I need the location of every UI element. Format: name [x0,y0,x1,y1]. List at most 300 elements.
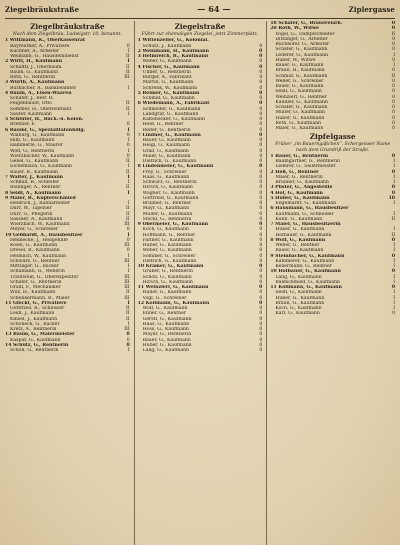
floor-number: 0 [259,232,263,238]
resident-name: Bollinger, A., Rentner [10,185,61,191]
resident-entry [5,348,130,353]
floor-number: 0 [259,300,263,306]
floor-number: I [393,300,396,306]
resident-name: Weinzierl, G., Rentner [275,94,327,100]
resident-name: Held, G., Rentner [142,122,184,128]
floor-number: 0 [126,342,130,348]
floor-number: 0 [392,115,396,121]
resident-name: 6 Bäuml, G., Spezialitätenhdlg. [5,127,86,133]
floor-number: II [126,206,130,212]
resident-name: Burger, A., Fabrikant [142,75,192,80]
resident-name: Sommer, H., Oberleutnant [10,106,72,112]
floor-number: 0 [259,279,263,285]
street-heading: Zipfelgasse [309,132,356,142]
floor-number: I [393,227,396,233]
floor-number: 0 [126,43,130,49]
header-left-street: Ziegelbräukstraße [5,5,80,14]
floor-number: II [391,73,396,79]
floor-number: 0 [259,211,263,217]
resident-name: Gottfried, B., Schlosser [10,306,65,311]
resident-name: Wilz, H., Kaufmann [10,290,56,296]
resident-name: Hirsch, G., Kaufmann [142,279,193,285]
floor-number: I [127,111,130,117]
resident-name: 7 Walter, J., Kaufmann [5,174,64,180]
resident-name: 3 Pfister, G., Angestellte [270,185,333,191]
floor-number: 0 [392,57,396,63]
floor-number: 0 [259,138,263,143]
resident-name: Gottfried, G., Kaufmann [142,195,199,201]
floor-number: I [127,269,130,275]
street-note: Führt zur ehemaligen Ziegelei, jetzt Zimmerplatz. [141,32,259,37]
floor-number: I [393,258,396,264]
floor-number: I [127,138,130,143]
floor-number: 0 [259,248,263,254]
resident-name: Gerstl, G., Kaufmann [142,316,192,322]
resident-name: Koch, G., Kaufmann [142,227,189,233]
resident-name: 8 Wolf, G., Kaufmann [270,237,326,243]
resident-name: Wolf, G., Rentnerin [10,148,55,154]
floor-number: 0 [392,42,396,47]
resident-name: Kuchner, A., Arbeiter [10,48,60,54]
floor-number: 0 [259,285,263,290]
resident-name: Walburg, G., Kaufmann [10,132,65,138]
floor-number: 0 [259,117,263,122]
floor-number: I [127,148,130,154]
floor-number: 0 [391,153,396,159]
resident-name: Vogl, G., Schreiner [142,295,187,301]
resident-name: Roth, G., Kaufmann [275,120,322,126]
floor-number: 0 [259,258,263,264]
resident-name: Kretz, A., Rentnerin [10,327,57,332]
resident-name: Maier, G., Kaufmann [142,153,191,159]
resident-name: 3 Helmreich, B., Kaufmann [137,54,209,59]
resident-name: Engelhardt, G., Kaufmann [275,201,337,206]
resident-name: Haller, G., Kaufmann [142,290,192,296]
resident-name: 20 Roth, W., Witwe [270,26,319,32]
resident-name: Trautwein, G., Oberexpeditor [10,274,79,280]
floor-number: II [126,54,130,59]
floor-number: III [124,285,130,290]
floor-number: I [393,211,396,217]
resident-name: 10 Hofbauer, G., Kaufmann [270,269,341,275]
floor-number: 0 [392,120,396,126]
floor-number: 0 [126,143,130,149]
floor-number: 0 [259,169,263,175]
column-3 [266,21,395,545]
resident-name: 2 Heß, G., Rentner [270,169,319,175]
resident-name: Feigenbauer, Otto [10,101,52,107]
floor-number: I [393,264,396,269]
floor-number: 0 [259,127,263,133]
resident-name: Bauer, B., Kaufmann [10,169,59,175]
floor-number: 0 [392,110,396,116]
resident-name: Schütz, J., Kaufmann [142,43,192,49]
entry-list [5,38,130,353]
floor-number: 0 [259,190,263,196]
resident-name: Gradl, F., Mechaniker [10,285,61,290]
resident-name: Kaltenecker, G., Kaufmann [142,117,205,122]
resident-name: Stöckl, G., Rentnerin [142,216,192,222]
resident-entry [270,311,395,316]
resident-name: Dietrich, G., Kaufmann [142,159,197,164]
floor-number: 0 [259,195,263,201]
resident-name: Hirsch, G., Kaufmann [142,185,193,191]
resident-name: Baldschmied, G., Kaufmann [275,279,340,285]
resident-name: 9 Obermeier, G., Kaufmann [137,222,209,227]
floor-number: III [124,243,130,248]
floor-number: 0 [259,69,263,75]
resident-name: Brunner, G., Rentner [142,201,192,206]
floor-number: 0 [259,316,263,322]
floor-number: 0 [259,122,263,128]
floor-number: 0 [259,327,263,332]
floor-number: III [124,222,130,227]
floor-number: 0 [259,306,263,311]
floor-number: 0 [259,64,263,70]
resident-name: Hennecke, J., Heilgehilfe [10,237,68,243]
floor-number: III [124,327,130,332]
resident-name: Burbacher, A., Bankbeamter [10,85,77,91]
floor-number: 0 [392,84,396,89]
resident-name: Landgraf, G., Kaufmann [142,111,199,117]
resident-name: Kaspar, G., Kaufmann [10,337,61,343]
floor-number: 0 [126,227,130,233]
column-1 [5,21,130,545]
resident-name: Gruber, G., Rentnerin [142,269,193,275]
floor-number: II [126,101,130,107]
resident-name: Gebel, G., Kaufmann [10,159,59,164]
resident-name: Bauer, G., Kaufmann [142,138,191,143]
floor-number: II [391,31,396,37]
floor-number: I [393,295,396,301]
resident-name: Schäfftl, J., Oberbaum. [10,64,63,70]
resident-name: Dittlinger, G., Arbeiter [275,36,328,42]
floor-number: I [393,201,396,206]
floor-number: III [124,75,130,80]
resident-name: Schmid, G., Kaufmann [275,73,328,79]
floor-number: I [393,164,396,170]
resident-name: Weber, G., Kaufmann [142,248,192,254]
resident-name: Haas, G., Kaufmann [142,321,190,327]
resident-name: Mittinger, G., Bäcker [10,264,59,269]
resident-name: 9 Steinbacher, G., Kaufmann [270,253,345,259]
floor-number: I [127,127,130,133]
floor-number: 0 [126,153,130,159]
resident-name: Braun, G., Kaufmann [275,300,325,306]
resident-name: Hoss, G., Kaufmann [142,327,189,332]
resident-name: Dietrich, G., Kaufmann [142,258,197,264]
floor-number: 0 [259,337,263,343]
floor-number: 0 [259,174,263,180]
floor-number: 0 [259,216,263,222]
floor-number: 0 [259,295,263,301]
floor-number: I [127,300,130,306]
resident-name: 9 Maier, B., Kupferschmied [5,195,76,201]
resident-name: Huber, G., Kaufmann [275,227,325,233]
floor-number: 0 [391,185,396,191]
columns [5,21,395,545]
resident-name: Huber, G., Kaufmann [142,342,192,348]
resident-name: Weimann, G., Hausdeindienst [10,54,79,59]
floor-number: 0 [392,94,396,100]
resident-name: 6 Wiedemann, A., Fabrikant [137,101,210,107]
floor-number: 0 [259,143,263,149]
floor-number: I [127,180,130,185]
floor-number: I [393,248,396,254]
resident-name: 7 Maier, G., Hausbesitzerin [270,222,341,227]
resident-name: Kosel, G., Kaufmann [10,243,58,248]
floor-number: 0 [259,106,263,112]
resident-name: Roth, G., Rentnerin [10,75,56,80]
floor-number: III [124,295,130,301]
resident-name: Schön, G., Kaufmann [142,274,192,280]
resident-name: Müller, G., Kaufmann [142,211,193,217]
resident-name: Schmid, B., Schleifer [10,180,60,185]
column-2 [134,21,263,545]
floor-number: I [393,52,396,58]
resident-name: Huber, W., Witwe [275,57,316,63]
floor-number: 0 [392,126,396,131]
floor-number: 0 [259,201,263,206]
floor-number: 0 [259,90,263,96]
floor-number: 0 [259,85,263,91]
resident-name: Hilb, G., Kaufmann [10,138,55,143]
floor-number: I [393,290,396,296]
resident-name: 10 Gebhardt, A., Hausbesitzer [5,232,83,238]
floor-number: II [126,169,130,175]
floor-number: 0 [259,332,263,338]
floor-number: I [393,279,396,285]
floor-number: 0 [391,285,396,290]
floor-number: I [127,253,130,259]
resident-name: Karl, G., Kaufmann [275,311,320,317]
floor-number: 0 [259,321,263,327]
resident-name: Kaufmann, G., Schneider [275,211,334,217]
resident-name: Lederer, G., Kaufmann [275,52,329,58]
floor-number: I [127,85,130,91]
floor-number: II [126,64,130,70]
resident-name: 11 Glöckl, G., Privatiere [5,300,67,306]
floor-number: I [393,63,396,68]
floor-number: 0 [126,337,130,343]
resident-name: Ulmer, G., Rentnerin [142,69,191,75]
entry-list [138,38,263,353]
floor-number: I [127,321,130,327]
resident-name: Schöneck, G., Bäcker [10,321,60,327]
floor-number: I [127,59,130,65]
floor-number: 0 [126,132,130,138]
resident-name: 4 Fischer, G., Kaufmann [137,64,200,70]
floor-number: 0 [259,48,263,54]
floor-number: 0 [391,269,396,275]
floor-number: I [393,243,396,248]
resident-name: Lang, G., Kaufmann [142,348,190,353]
resident-name: 4 Baum, A., Eisen-Waaren [5,90,72,96]
header-right-street: Ziplergasse [348,5,395,14]
floor-number: 0 [259,75,263,80]
floor-number: 0 [391,169,396,175]
resident-entry [138,348,263,353]
floor-number: 0 [259,206,263,212]
resident-name: 3 Würth, A., Kaufmann [5,80,65,86]
resident-name: Leidl, J., Kaufmann [10,311,55,317]
floor-number: II [126,216,130,222]
floor-number: 0 [259,96,263,101]
resident-name: Schumann, G., Weberin [10,269,65,275]
resident-name: Sommer, G., Schreiner [142,253,196,259]
floor-number: 0 [259,253,263,259]
resident-name: Brenner, F. [10,122,36,128]
floor-number: II [126,316,130,322]
resident-name: Schneider, G., Kaufmann [142,106,201,112]
floor-number: I [127,264,130,269]
resident-name: 8 Seidl, A., Kaufmann [5,190,62,196]
floor-number: II [126,290,130,296]
resident-name: Meyer, G., Schreiner [10,227,59,233]
resident-name: Seidl, G., Kaufmann [275,89,322,95]
resident-name: Eichenbach, G., Kaufmann [10,164,72,170]
resident-name: Kandler, G., Kaufmann [275,99,328,105]
floor-number: 0 [259,227,263,233]
floor-number: I [393,159,396,164]
resident-name: Sassner, A., Kaufmann [10,216,63,222]
resident-name: 2 Weinmann, H., Kaufmann [137,48,209,54]
resident-name: Schwarz, G., Rentnerin [142,180,197,185]
resident-name: Faltner, G., Kaufmann [142,237,194,243]
floor-number: III [124,279,130,285]
resident-name: Koch, G., Kaufmann [275,306,322,311]
floor-number: 0 [391,26,396,32]
floor-number: 0 [259,80,263,86]
floor-number: 0 [259,153,263,159]
resident-name: Schmid, G., Kaufmann [142,96,195,101]
floor-number: 0 [391,237,396,243]
resident-name: 1 Bauer, G., Rentnerin [270,153,329,159]
entry-list [270,154,395,317]
floor-number: 0 [259,59,263,65]
resident-name: Baum, G., Kaufmann [10,69,59,75]
floor-number: II [126,69,130,75]
resident-name: Heinrich, J., Bahnarbeiter [10,201,70,206]
floor-number: II [126,106,130,112]
floor-number: 0 [259,180,263,185]
resident-name: 10 Kramer, G., Kaufmann [137,264,204,269]
resident-name: Wolf, G., Kaufmann [142,306,188,311]
floor-number: 0 [259,264,263,269]
floor-number: 10 [388,195,396,201]
floor-number: 0 [392,311,396,317]
resident-name: Maier, G., Rentnerin [275,174,323,180]
floor-number: III [124,274,130,280]
resident-name: 1 Wittmann, K., Oberkassenrat [5,38,86,44]
street-note: Nach dem Ziegelbräu, Ludwigstr. 10, benannt. [12,32,122,37]
floor-number: II [126,306,130,311]
floor-number: 0 [392,68,396,74]
floor-number: 0 [259,148,263,154]
resident-name: 1 Wittenzeller, G., Kolonial. [137,38,209,44]
resident-name: Weber, G., Kaufmann [142,59,192,65]
floor-number: 0 [392,89,396,95]
floor-number: 0 [391,21,396,26]
resident-name: Wagner, G., Kaufmann [142,190,195,196]
floor-number: 0 [259,101,263,107]
resident-name: 5 Schlüter, H., Bäck.-u. Kolon. [5,117,84,122]
resident-name: 13 Baum, G., Malermeister [5,332,75,338]
floor-number: 0 [392,99,396,105]
floor-number: II [126,159,130,164]
resident-name: Dürr, G., Pflegerin [10,211,53,217]
resident-name: 12 Kollmann, G., Kaufmann [137,300,210,306]
resident-name: 6 Hausmann, G., Hausbesitzer [270,206,349,212]
resident-name: Haas, G., Kaufmann [142,174,190,180]
floor-number: I [127,174,130,180]
floor-number: 0 [259,243,263,248]
floor-number: 0 [126,122,130,128]
floor-number: II [126,185,130,191]
resident-name: 7 Lindner, G., Kaufmann [137,132,201,138]
floor-number: I [127,232,130,238]
resident-name: 11 Weinzierl, G., Kaufmann [137,285,209,290]
floor-number: 0 [259,164,263,170]
floor-number: I [127,190,130,196]
floor-number: 0 [259,222,263,227]
resident-name: Dresel, B., Kaufmann [10,248,60,254]
resident-name: Mayr, G., Kaufmann [142,206,190,212]
resident-name: Schrenk, W., Kaufmann [142,85,198,91]
resident-name: Müller, G., Kaufmann [275,110,326,116]
floor-number: 0 [259,132,263,138]
resident-name: Ebner, G., Rentner [142,311,186,317]
floor-number: 0 [259,348,263,353]
resident-name: Hoffmann, G., Rentner [142,232,196,238]
resident-name: Sauter, Kaufmann [10,111,52,117]
entry-list [270,21,395,131]
resident-name: Hämmerle, G., Maurer [10,143,63,149]
resident-name: Bauer, G., Kaufmann [142,337,191,343]
resident-name: Vogel, G., Dampfschleifer [275,31,335,37]
street-heading: Ziegelstraße [174,22,226,31]
resident-name: Hofbauer, G., Kaufmann [275,232,332,238]
resident-name: Kammerer, G., Kaufmann [275,258,335,264]
floor-number: 0 [259,237,263,243]
floor-number: I [127,201,130,206]
floor-number: 0 [259,274,263,280]
floor-number: I [127,164,130,170]
resident-name: Schäfer, G., Kaufmann [275,105,328,110]
resident-name: Schäfer, J., Betr. R. [10,96,54,101]
resident-name: 2 Wirtl, H., Kaufmann [5,59,63,65]
resident-name: Schäfer, G., Kaufmann [275,47,328,53]
floor-number: 0 [259,311,263,317]
page-number: — 64 — [197,4,231,14]
floor-number: 0 [126,248,130,254]
resident-name: 4 Hof, G., Kaufmann [270,190,323,196]
floor-number: I [393,274,396,280]
resident-name: Schön, G., Rentnerin [10,348,59,353]
resident-name: Bayreuther, A., Privatiere [10,43,70,49]
floor-number: 0 [126,237,130,243]
resident-name: 5 Huber, G., Kaufmann [270,195,330,201]
resident-name: Martin, G., Kaufmann [142,80,194,86]
resident-name: Bauer, G., Kaufmann [275,63,324,68]
resident-name: Mayer, G., Rentnerin [142,332,192,338]
resident-name: Dürr, W., Tapezier [10,206,52,212]
resident-name: Reiter, G., Rentnerin [142,127,191,133]
resident-name: 8 Lindenmeier, G., Kaufmann [137,164,214,170]
floor-number: 0 [126,332,130,338]
resident-name: Huber, G., Kaufmann [275,295,325,301]
floor-number: 0 [392,105,396,110]
